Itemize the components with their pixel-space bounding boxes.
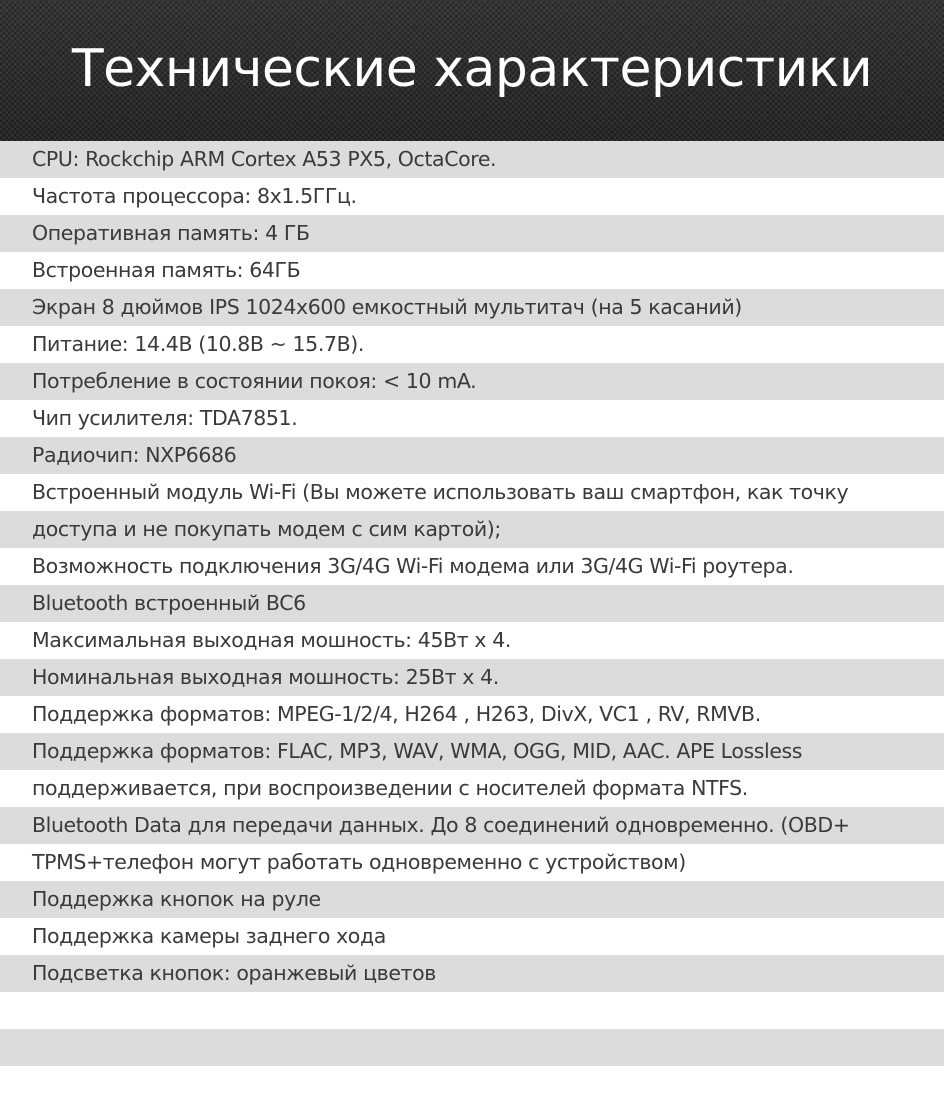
spec-row: Экран 8 дюймов IPS 1024x600 емкостный мультитач (на 5 касаний) xyxy=(0,289,944,326)
spec-row xyxy=(0,1029,944,1066)
spec-list xyxy=(0,141,944,1099)
spec-row: CPU: Rockchip ARM Cortex A53 PX5, OctaCore. xyxy=(0,141,944,178)
spec-row: Потребление в состоянии покоя: < 10 mA. xyxy=(0,363,944,400)
spec-row: Встроенная память: 64ГБ xyxy=(0,252,944,289)
page-title: Технические характеристики xyxy=(71,38,873,99)
spec-row: Подсветка кнопок: оранжевый цветов xyxy=(0,955,944,992)
spec-row xyxy=(0,1066,944,1099)
spec-row: Радиочип: NXP6686 xyxy=(0,437,944,474)
spec-row: Поддержка форматов: FLAC, MP3, WAV, WMA, OGG, MID, AAC. APE Lossless xyxy=(0,733,944,770)
header-banner xyxy=(0,0,944,141)
spec-row: TPMS+телефон могут работать одновременно с устройством) xyxy=(0,844,944,881)
spec-row: Максимальная выходная мошность: 45Вт x 4. xyxy=(0,622,944,659)
spec-row: Чип усилителя: TDA7851. xyxy=(0,400,944,437)
spec-row: Возможность подключения 3G/4G Wi-Fi модема или 3G/4G Wi-Fi роутера. xyxy=(0,548,944,585)
spec-row: доступа и не покупать модем с сим картой); xyxy=(0,511,944,548)
spec-row xyxy=(0,992,944,1029)
spec-row: Встроенный модуль Wi-Fi (Вы можете использовать ваш смартфон, как точку xyxy=(0,474,944,511)
spec-row: поддерживается, при воспроизведении с носителей формата NTFS. xyxy=(0,770,944,807)
spec-row: Поддержка кнопок на руле xyxy=(0,881,944,918)
spec-row: Питание: 14.4В (10.8В ~ 15.7В). xyxy=(0,326,944,363)
spec-row: Поддержка форматов: MPEG-1/2/4, H264 , H263, DivX, VC1 , RV, RMVB. xyxy=(0,696,944,733)
spec-row: Поддержка камеры заднего хода xyxy=(0,918,944,955)
spec-row: Bluetooth встроенный BC6 xyxy=(0,585,944,622)
spec-row: Оперативная память: 4 ГБ xyxy=(0,215,944,252)
spec-row: Частота процессора: 8x1.5ГГц. xyxy=(0,178,944,215)
spec-row: Bluetooth Data для передачи данных. До 8 соединений одновременно. (OBD+ xyxy=(0,807,944,844)
spec-row: Номинальная выходная мошность: 25Вт x 4. xyxy=(0,659,944,696)
